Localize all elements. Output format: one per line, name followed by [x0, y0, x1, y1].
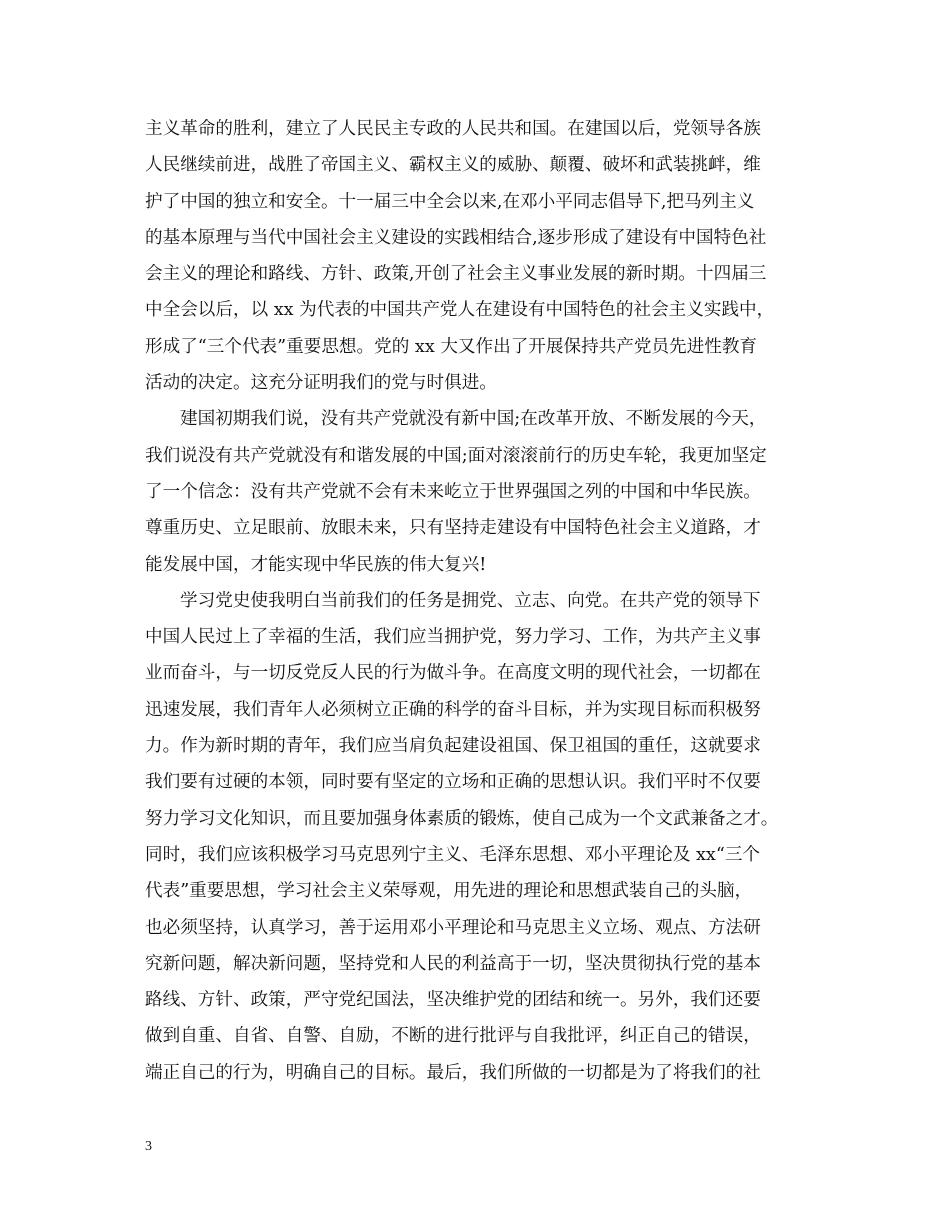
page-number: 3: [145, 1139, 152, 1154]
text-line: 中国人民过上了幸福的生活，我们应当拥护党，努力学习、工作，为共产主义事: [145, 627, 761, 648]
text-line: 做到自重、自省、自警、自励，不断的进行批评与自我批评，纠正自己的错误，: [145, 1026, 761, 1047]
text-line: 究新问题，解决新问题，坚持党和人民的利益高于一切，坚决贯彻执行党的基本: [145, 953, 761, 974]
text-line: 也必须坚持，认真学习，善于运用邓小平理论和马克思主义立场、观点、方法研: [145, 917, 761, 938]
text-line: 形成了“三个代表”重要思想。党的 xx 大又作出了开展保持共产党员先进性教育: [145, 336, 758, 357]
text-line: 会主义的理论和路线、方针、政策,开创了社会主义事业发展的新时期。十四届三: [145, 264, 767, 285]
text-line: 护了中国的独立和安全。十一届三中全会以来,在邓小平同志倡导下,把马列主义: [145, 191, 755, 212]
text-line: 中全会以后，以 xx 为代表的中国共产党人在建设有中国特色的社会主义实践中，: [145, 300, 775, 321]
text-line: 我们说没有共产党就没有和谐发展的中国;面对滚滚前行的历史车轮，我更加坚定: [145, 445, 767, 466]
text-line: 力。作为新时期的青年，我们应当肩负起建设祖国、保卫祖国的重任，这就要求: [145, 736, 761, 757]
text-line: 同时，我们应该积极学习马克思列宁主义、毛泽东思想、邓小平理论及 xx“三个: [145, 844, 761, 865]
text-line: 能发展中国，才能实现中华民族的伟大复兴!: [145, 554, 487, 575]
body-text: [145, 111, 825, 1091]
text-line: 尊重历史、立足眼前、放眼未来，只有坚持走建设有中国特色社会主义道路，才: [145, 518, 761, 539]
text-line: 代表”重要思想，学习社会主义荣辱观，用先进的理论和思想武装自己的头脑，: [145, 881, 753, 902]
text-line: 人民继续前进，战胜了帝国主义、霸权主义的威胁、颠覆、破坏和武装挑衅，维: [145, 155, 761, 176]
text-line: 学习党史使我明白当前我们的任务是拥党、立志、向党。在共产党的领导下: [180, 590, 761, 611]
text-line: 路线、方针、政策，严守党纪国法，坚决维护党的团结和统一。另外，我们还要: [145, 990, 761, 1011]
text-line: 迅速发展，我们青年人必须树立正确的科学的奋斗目标，并为实现目标而积极努: [145, 699, 761, 720]
text-line: 主义革命的胜利，建立了人民民主专政的人民共和国。在建国以后，党领导各族: [145, 119, 761, 139]
text-line: 活动的决定。这充分证明我们的党与时俱进。: [145, 373, 497, 394]
text-line: 建国初期我们说，没有共产党就没有新中国;在改革开放、不断发展的今天，: [180, 409, 767, 430]
text-line: 我们要有过硬的本领，同时要有坚定的立场和正确的思想认识。我们平时不仅要: [145, 772, 761, 793]
text-line: 业而奋斗，与一切反党反人民的行为做斗争。在高度文明的现代社会，一切都在: [145, 663, 761, 684]
text-line: 端正自己的行为，明确自己的目标。最后，我们所做的一切都是为了将我们的社: [145, 1062, 761, 1083]
text-line: 的基本原理与当代中国社会主义建设的实践相结合,逐步形成了建设有中国特色社: [145, 227, 767, 248]
text-line: 了一个信念：没有共产党就不会有未来屹立于世界强国之列的中国和中华民族。: [145, 481, 761, 502]
text-line: 努力学习文化知识，而且要加强身体素质的锻炼，使自己成为一个文武兼备之才。: [145, 808, 779, 829]
